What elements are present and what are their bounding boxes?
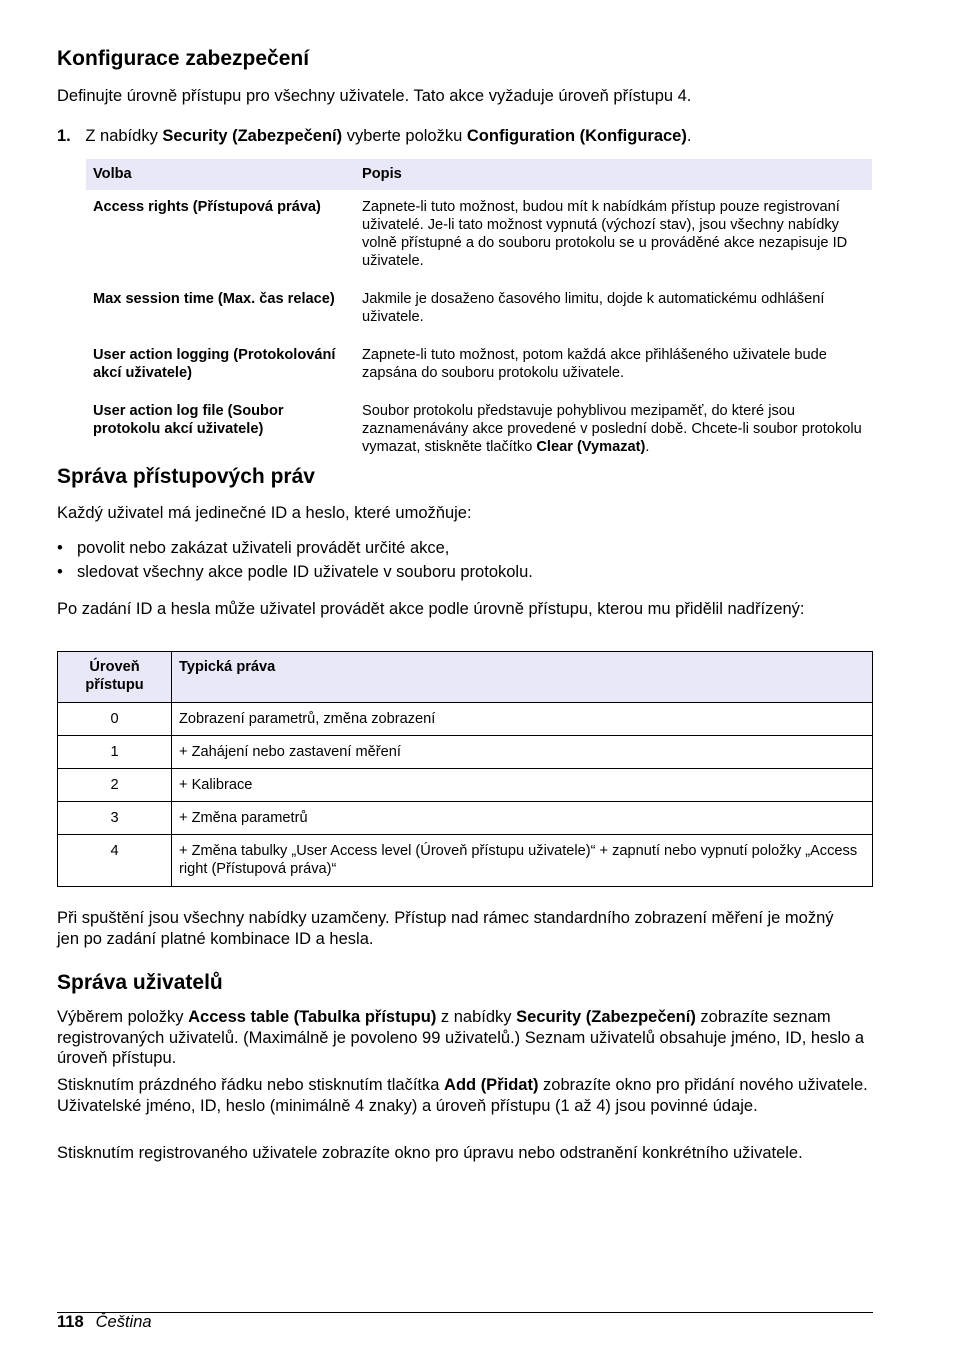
menu-access-table: Access table (Tabulka přístupu) [188,1008,437,1026]
level-value: 3 [58,802,172,835]
step-text-1: Z nabídky [85,127,163,145]
access-level-table [57,651,873,887]
add-button-label: Add (Přidat) [444,1076,539,1094]
table-row [58,769,873,802]
table-row [86,284,872,340]
section-title-access-rights: Správa přístupových práv [57,465,315,488]
list-item [57,560,873,584]
step-number: 1. [57,127,71,145]
footer-language: Čeština [95,1313,152,1331]
list-item-text: povolit nebo zakázat uživateli provádět určité akce, [77,539,450,557]
section2-intro: Každý uživatel má jedinečné ID a heslo, které umožňuje: [57,504,472,522]
level-rights: + Kalibrace [172,769,873,802]
header-option: Volba [86,159,355,190]
section3-para-3: Stisknutím registrovaného uživatele zobrazíte okno pro úpravu nebo odstranění konkrétního uživatele. [57,1144,803,1162]
level-rights: + Zahájení nebo zastavení měření [172,736,873,769]
table-row [58,802,873,835]
option-description: Jakmile je dosaženo časového limitu, dojde k automatickému odhlášení uživatele. [362,291,825,325]
level-value: 2 [58,769,172,802]
level-rights: + Změna parametrů [172,802,873,835]
option-description: Zapnete-li tuto možnost, potom každá akce přihlášeného uživatele bude zapsána do souboru protokolu uživatele. [362,347,827,381]
options-table-header [86,159,872,190]
menu-security: Security (Zabezpečení) [516,1008,696,1026]
para-text: Stisknutím prázdného řádku nebo stisknutím tlačítka [57,1076,445,1094]
header-level: Úroveň přístupu [58,652,172,703]
access-level-table-header [58,652,873,703]
table-row [86,190,872,284]
section-title-security-config: Konfigurace zabezpečení [57,47,310,70]
option-description [355,396,872,461]
step-text-2: vyberte položku [342,127,467,145]
table-row [58,736,873,769]
step-1 [57,126,873,147]
section2-after: Při spuštění jsou všechny nabídky uzamčeny. Přístup nad rámec standardního zobrazení měření je možný jen po zadání platné kombinace ID a hesla. [57,909,834,948]
clear-button-label: Clear (Vymazat) [536,439,646,455]
step-menu-security: Security (Zabezpečení) [162,127,343,145]
section3-para-1 [57,1007,873,1069]
option-description-text: Soubor protokolu představuje pohyblivou mezipaměť, do které jsou zaznamenávány akce provedené v poslední době. Chcete-li soubor protokolu vymazat, stiskněte tlačítko [362,403,862,455]
option-description-end: . [645,439,650,455]
section-title-user-management: Správa uživatelů [57,971,223,994]
level-value: 1 [58,736,172,769]
footer [57,1312,152,1332]
list-item-text: sledovat všechny akce podle ID uživatele v souboru protokolu. [77,563,533,581]
option-name: User action logging (Protokolování akcí uživatele) [93,347,336,381]
table-row [86,396,872,461]
para-text: zobrazíte okno pro přidání nového uživatele. Uživatelské jméno, ID, heslo (minimálně 4 znaky) a úroveň přístupu (1 až 4) jsou povinné údaje. [57,1076,868,1115]
table-row [86,340,872,396]
bullet-icon: • [57,539,63,557]
options-table [86,159,872,461]
level-value: 4 [58,835,172,887]
table-row [58,835,873,887]
footer-rule [57,1312,873,1313]
option-name: Max session time (Max. čas relace) [93,291,335,307]
rights-list [57,536,873,584]
table-row [58,703,873,736]
header-rights: Typická práva [172,652,873,703]
para-text: Výběrem položky [57,1008,189,1026]
option-description: Zapnete-li tuto možnost, budou mít k nabídkám přístup pouze registrovaní uživatelé. Je-li tato možnost vypnutá (výchozí stav), jsou všechny nabídky volně přístupné a do souboru protokolu se u prováděné akce nezapisuje ID uživatele. [362,199,848,269]
step-menu-configuration: Configuration (Konfigurace) [466,127,687,145]
para-text: z nabídky [436,1008,517,1026]
section1-intro: Definujte úrovně přístupu pro všechny uživatele. Tato akce vyžaduje úroveň přístupu 4. [57,87,692,105]
bullet-icon: • [57,563,63,581]
section3-para-2 [57,1075,873,1116]
level-rights: + Změna tabulky „User Access level (Úroveň přístupu uživatele)“ + zapnutí nebo vypnutí položky „Access right (Přístupová práva)“ [172,835,873,887]
option-name: Access rights (Přístupová práva) [93,199,321,215]
list-item [57,536,873,560]
level-rights: Zobrazení parametrů, změna zobrazení [172,703,873,736]
level-value: 0 [58,703,172,736]
para-text: zobrazíte seznam registrovaných uživatelů. (Maximálně je povoleno 99 uživatelů.) Seznam uživatelů obsahuje jméno, ID, heslo a úroveň přístupu. [57,1008,865,1067]
page-number: 118 [57,1313,84,1331]
header-description: Popis [355,159,872,190]
section2-para: Po zadání ID a hesla může uživatel provádět akce podle úrovně přístupu, kterou mu přidělil nadřízený: [57,600,805,618]
option-name: User action log file (Soubor protokolu akcí uživatele) [93,403,284,437]
step-text-3: . [686,127,692,145]
